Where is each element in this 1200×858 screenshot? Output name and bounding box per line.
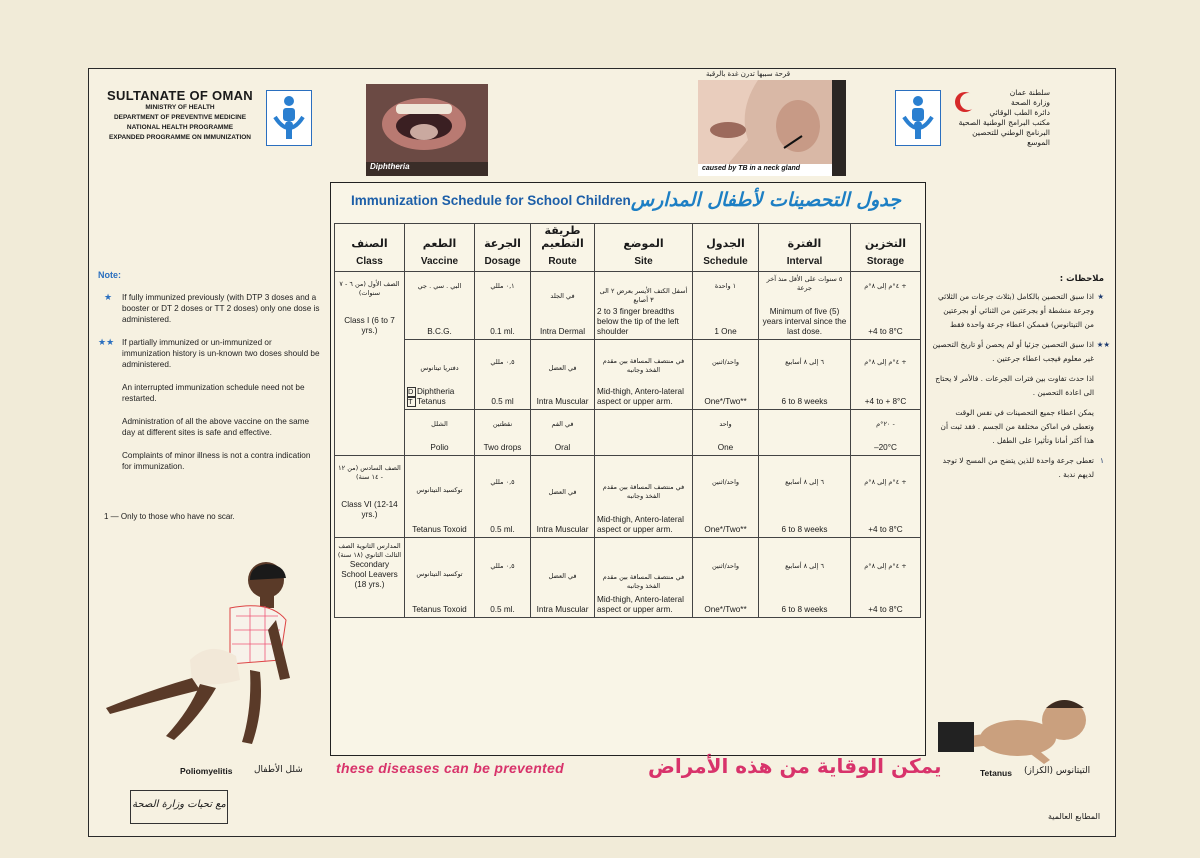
star-icon: ★ (104, 292, 113, 302)
ar-country: سلطنة عمان (1009, 88, 1050, 97)
throat-image (366, 84, 488, 162)
table-row (335, 272, 921, 340)
neck-gland-image (698, 80, 832, 176)
interval-cell: ٦ إلى ٨ أسابيع 6 to 8 weeks (759, 340, 851, 410)
ministry-stamp (130, 790, 228, 824)
schedule-cell: واحد/اثنين One*/Two** (693, 456, 759, 538)
note-ar-item: ★★ اذا سبق التحصين جزئيا أو لم يحصن أو تاريخ التحصين غير معلوم فيجب اعطاء جرعتين . (932, 340, 1110, 363)
programme-line: NATIONAL HEALTH PROGRAMME (126, 124, 234, 131)
site-cell: أسفل الكتف الأيسر بعرض ٢ الى ٣ أصابع 2 to 3 finger breadths below the tip of the left shoulder (595, 272, 693, 340)
ar-ministry: وزارة الصحة (1011, 98, 1050, 107)
tb-caption-ar: قرحة سببها تدرن غدة بالرقبة (706, 70, 791, 78)
note-item: ★★ If partially immunized or un-immunized or immunization history is un-known two doses should be administered. (98, 337, 320, 369)
ar-department: دائرة الطب الوقائي (989, 108, 1050, 117)
dosage-cell: ٠,٥ مللي 0.5 ml (475, 340, 531, 410)
site-cell: في منتصف المسافة بين مقدم الفخذ وجانبه Mid-thigh, Antero-lateral aspect or upper arm. (595, 340, 693, 410)
dosage-cell: ٠,٥ مللي 0.5 ml. (475, 456, 531, 538)
col-storage: التخزين Storage (851, 224, 921, 272)
table-row (335, 456, 921, 538)
polio-caption-ar: شلل الأطفال (254, 765, 303, 775)
storage-cell: - ٢٠°م –20°C (851, 410, 921, 456)
tb-photo (698, 80, 846, 176)
mother-child-logo-left (266, 90, 312, 146)
dosage-cell: ٠,٥ مللي 0.5 ml. (475, 538, 531, 618)
epi-line: EXPANDED PROGRAMME ON IMMUNIZATION (108, 134, 252, 141)
schedule-table (334, 223, 921, 618)
polio-child-illustration (100, 560, 310, 750)
col-vaccine: الطعم Vaccine (405, 224, 475, 272)
interval-cell: ٦ إلى ٨ أسابيع 6 to 8 weeks (759, 456, 851, 538)
ministry-line: MINISTRY OF HEALTH (145, 104, 215, 111)
note-item: ★ If fully immunized previously (with DTP 3 doses and a booster or DT 2 doses or TT 2 doses) only one dose is administered. (104, 292, 320, 324)
note-item: An interrupted immunization schedule need not be restarted. (122, 383, 305, 403)
printer-name: المطابع العالمية (1048, 812, 1101, 821)
schedule-cell: واحد/اثنين One*/Two** (693, 340, 759, 410)
dosage-cell: ٠,١ مللي 0.1 ml. (475, 272, 531, 340)
note-ar-item: اذا حدث تفاوت بين فترات الجرعات . فالأمر لا يحتاج الى اعادة التحصين . (935, 374, 1094, 397)
footnote: 1 — Only to those who have no scar. (104, 512, 235, 521)
slogan-arabic: يمكن الوقاية من هذه الأمراض (648, 754, 942, 778)
double-star-icon: ★★ (98, 337, 115, 347)
col-interval: الفترة Interval (759, 224, 851, 272)
country-title: SULTANATE OF OMAN (107, 88, 253, 103)
class-cell: المدارس الثانوية الصف الثالث الثانوي (١٨ سنة) Secondary School Leavers (18 yrs.) (335, 538, 405, 618)
note-ar-item: ★ اذا سبق التحصين بالكامل (بثلاث جرعات من الثلاثي وجرعة منشطة أو بجرعتين من الثنائي أو بجرعتين من التيتانوس) فممكن اعطاء جرعة واحدة فقط (937, 292, 1104, 329)
site-cell (595, 410, 693, 456)
double-star-icon: ★★ (1096, 340, 1110, 349)
col-class: الصنف Class (335, 224, 405, 272)
tb-caption: caused by TB in a neck gland (702, 165, 801, 172)
class-cell: الصف السادس (من ١٢ - ١٤ سنة) Class VI (12-14 yrs.) (335, 456, 405, 538)
interval-cell (759, 410, 851, 456)
polio-caption: Poliomyelitis (180, 766, 233, 776)
vaccine-cell: توكسيد التيتانوس Tetanus Toxoid (405, 456, 475, 538)
storage-cell: + ٤°م إلى ٨°م +4 to 8°C (851, 272, 921, 340)
schedule-cell: واحد/اثنين One*/Two** (693, 538, 759, 618)
note-item: Administration of all the above vaccine on the same day at different sites is safe and effective. (122, 417, 310, 437)
vaccine-cell: توكسيد التيتانوس Tetanus Toxoid (405, 538, 475, 618)
vaccine-cell: دفتريا تيتانوس D Diphtheria T Tetanus (405, 340, 475, 410)
notes-english (98, 292, 322, 484)
table-row (335, 340, 921, 410)
family-icon (896, 91, 940, 145)
route-cell: في العضل Intra Muscular (531, 538, 595, 618)
tetanus-baby-illustration (928, 694, 1094, 770)
schedule-title: Immunization Schedule for School Children (351, 193, 631, 208)
storage-cell: + ٤°م إلى ٨°م +4 to 8°C (851, 456, 921, 538)
route-cell: في الجلد Intra Dermal (531, 272, 595, 340)
header-row (335, 224, 921, 272)
table-row (335, 410, 921, 456)
site-cell: في منتصف المسافة بين مقدم الفخذ وجانبه Mid-thigh, Antero-lateral aspect or upper arm. (595, 456, 693, 538)
schedule-title-ar: جدول التحصينات لأطفال المدارس (630, 189, 901, 211)
route-cell: في العضل Intra Muscular (531, 456, 595, 538)
storage-cell: + ٤°م إلى ٨°م +4 to + 8°C (851, 340, 921, 410)
interval-cell: ٦ إلى ٨ أسابيع 6 to 8 weeks (759, 538, 851, 618)
dosage-cell: نقطتين Two drops (475, 410, 531, 456)
note-ar-item: يمكن اعطاء جميع التحصينات في نفس الوقت وتعطى في اماكن مختلفة من الجسم . فقد ثبت أن هذا أكثر أمانا وتأثيرا على الطفل . (940, 408, 1094, 445)
col-site: الموضع Site (595, 224, 693, 272)
note-item: Complaints of minor illness is not a contra indication for immunization. (122, 451, 311, 471)
tetanus-caption: Tetanus (980, 768, 1012, 778)
note-ar-item: ١ تعطى جرعة واحدة للذين يتضح من المسح لا توجد لديهم ندبة . (942, 456, 1104, 479)
schedule-cell: واحد One (693, 410, 759, 456)
slogan-english: these diseases can be prevented (336, 760, 564, 776)
route-cell: في العضل Intra Muscular (531, 340, 595, 410)
storage-cell: + ٤°م إلى ٨°م +4 to 8°C (851, 538, 921, 618)
stamp-text: مع تحيات وزارة الصحة (132, 799, 226, 810)
diphtheria-photo (366, 84, 488, 176)
col-route: طريقة التطعيم Route (531, 224, 595, 272)
star-icon: ★ (1097, 292, 1104, 301)
ar-epi: البرنامج الوطني للتحصين الموسع (972, 128, 1050, 147)
family-icon (267, 91, 311, 145)
class-cell: الصف الأول (من ٦ - ٧ سنوات) Class I (6 to 7 yrs.) (335, 272, 405, 456)
notes-ar-heading: ملاحظات : (1059, 274, 1104, 284)
notes-arabic (932, 274, 1110, 488)
tetanus-caption-ar: التيتانوس (الكزاز) (1024, 766, 1091, 776)
diphtheria-caption: Diphtheria (370, 162, 410, 171)
interval-cell: ٥ سنوات على الأقل منذ آخر جرعة Minimum of five (5) years interval since the last dose. (759, 272, 851, 340)
schedule-cell: ١ واحدة 1 One (693, 272, 759, 340)
col-dosage: الجرعة Dosage (475, 224, 531, 272)
mother-child-logo-right (895, 90, 941, 146)
notes-heading: Note: (98, 270, 121, 280)
header-english (100, 88, 260, 143)
immunization-schedule (330, 182, 926, 756)
header-arabic (950, 88, 1050, 148)
department-line: DEPARTMENT OF PREVENTIVE MEDICINE (113, 114, 247, 121)
table-row (335, 538, 921, 618)
vaccine-cell: الشلل Polio (405, 410, 475, 456)
vaccine-cell: البي . سي . جي B.C.G. (405, 272, 475, 340)
col-schedule: الجدول Schedule (693, 224, 759, 272)
route-cell: في الفم Oral (531, 410, 595, 456)
ar-programme: مكتب البرامج الوطنية الصحية (958, 118, 1050, 127)
site-cell: في منتصف المسافة بين مقدم الفخذ وجانبه Mid-thigh, Antero-lateral aspect or upper arm. (595, 538, 693, 618)
